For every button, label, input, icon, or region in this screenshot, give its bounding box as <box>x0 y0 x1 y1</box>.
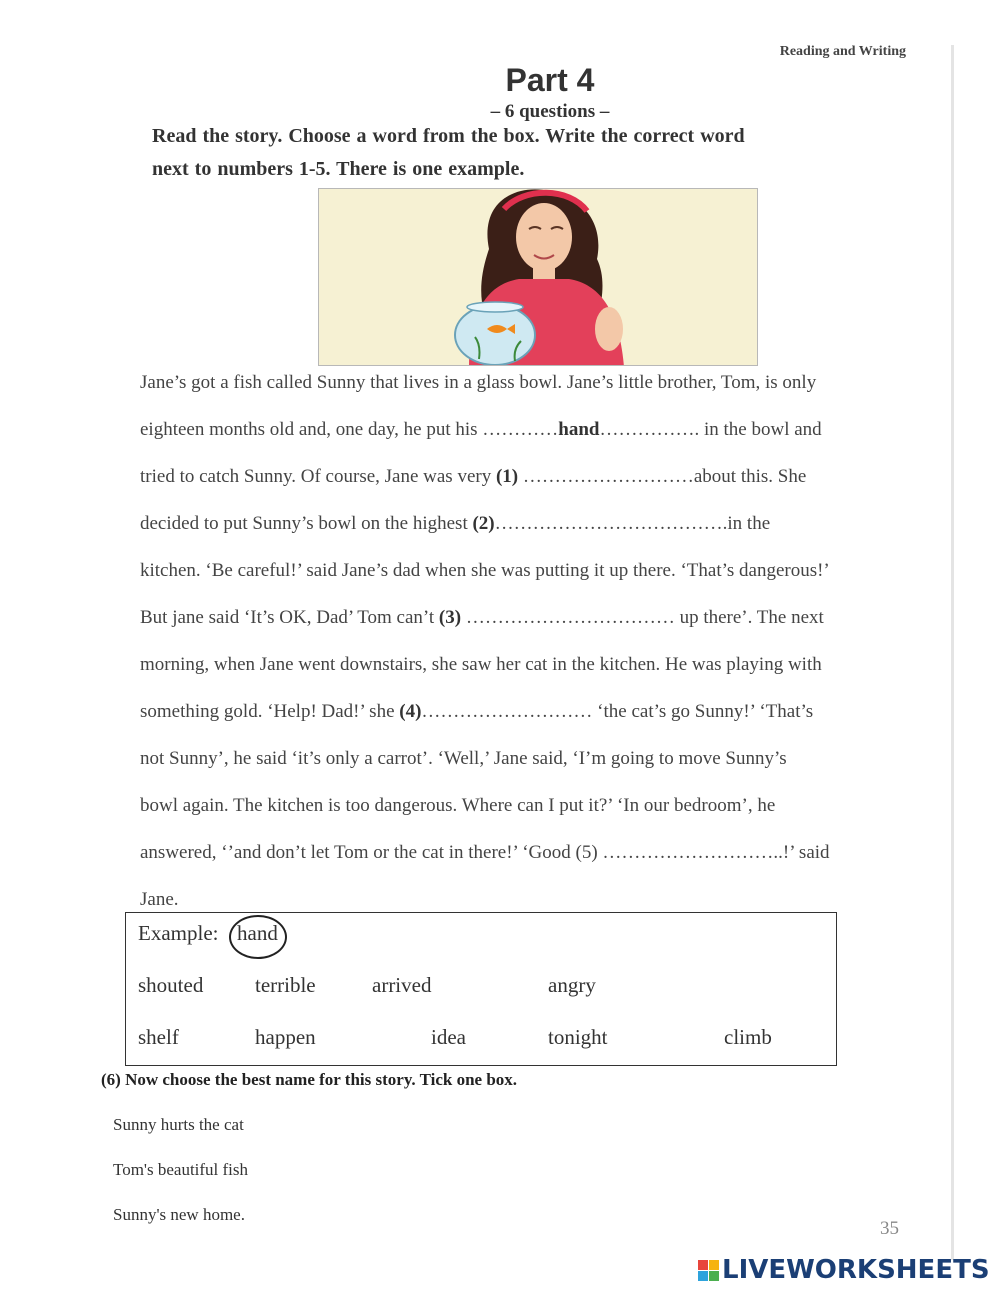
option-toms-beautiful-fish[interactable]: Tom's beautiful fish <box>113 1160 249 1179</box>
page-number: 35 <box>880 1218 899 1239</box>
word-tonight: tonight <box>548 1025 608 1049</box>
story-line-6: But jane said ‘It’s OK, Dad’ Tom can’t (3) …………………………… up there’. The next <box>140 607 824 628</box>
answer-blank-4[interactable]: ……………………… ‘the cat’s go Sunny!’ ‘That’s <box>421 701 814 722</box>
word-box <box>125 912 837 1066</box>
story-line-8: something gold. ‘Help! Dad!’ she (4)……………………… ‘the cat’s go Sunny!’ ‘That’s <box>140 701 814 722</box>
story-line-10: bowl again. The kitchen is too dangerous. Where can I put it?’ ‘In our bedroom’, he <box>140 795 776 816</box>
blank-label-1: (1) <box>495 466 519 487</box>
story-line-9: not Sunny’, he said ‘it’s only a carrot’. ‘Well,’ Jane said, ‘I’m going to move Sunny’s <box>140 748 787 769</box>
story-line-3: tried to catch Sunny. Of course, Jane was very (1) ………………………about this. She <box>140 466 807 487</box>
liveworksheets-logo-icon <box>698 1260 719 1281</box>
word-shouted: shouted <box>138 973 204 997</box>
example-word: hand <box>237 921 278 945</box>
example-label: Example: <box>138 921 219 945</box>
example-answer-hand: hand <box>558 419 600 440</box>
answer-blank-1[interactable]: ………………………about this. She <box>518 466 807 487</box>
story-line-7: morning, when Jane went downstairs, she saw her cat in the kitchen. He was playing with <box>140 654 822 675</box>
instruction-line-2: next to numbers 1-5. There is one example. <box>152 158 525 180</box>
word-arrived: arrived <box>372 973 432 997</box>
story-line-12: Jane. <box>140 889 179 910</box>
page-edge-rule <box>951 45 954 1260</box>
answer-blank-2[interactable]: ……………………………….in the <box>494 513 771 534</box>
word-terrible: terrible <box>255 973 316 997</box>
answer-blank-3[interactable]: …………………………… up there’. The next <box>461 607 824 628</box>
instruction-line-1: Read the story. Choose a word from the box. Write the correct word <box>152 125 745 147</box>
liveworksheets-logo <box>698 1253 990 1287</box>
girl-with-fishbowl-illustration <box>318 188 758 366</box>
example-circle-icon <box>229 915 287 959</box>
girl-with-fishbowl-image <box>319 189 758 366</box>
word-climb: climb <box>724 1025 772 1049</box>
answer-blank-5-line[interactable]: answered, ‘’and don’t let Tom or the cat in there!’ ‘Good (5) ………………………..!’ said <box>140 842 830 863</box>
blank-label-3: (3) <box>438 607 462 628</box>
word-angry: angry <box>548 973 596 997</box>
word-idea: idea <box>431 1025 466 1049</box>
brand-name: LIVEWORKSHEETS <box>722 1255 990 1285</box>
word-happen: happen <box>255 1025 316 1049</box>
story-line-1: Jane’s got a fish called Sunny that lives in a glass bowl. Jane’s little brother, Tom, is only <box>140 372 817 393</box>
story-line-2: eighteen months old and, one day, he put his …………hand……………. in the bowl and <box>140 419 822 440</box>
story-line-5: kitchen. ‘Be careful!’ said Jane’s dad when she was putting it up there. ‘That’s dangerous!’ <box>140 560 830 581</box>
word-shelf: shelf <box>138 1025 179 1049</box>
story-line-4: decided to put Sunny’s bowl on the highest (2)……………………………….in the <box>140 513 771 534</box>
page-subtitle: – 6 questions – <box>490 101 610 122</box>
blank-label-2: (2) <box>472 513 495 534</box>
option-sunny-hurts-the-cat[interactable]: Sunny hurts the cat <box>113 1115 244 1134</box>
page-title: Part 4 <box>505 62 595 98</box>
option-sunnys-new-home[interactable]: Sunny's new home. <box>113 1205 245 1224</box>
blank-label-4: (4) <box>399 701 422 722</box>
question-6-prompt: (6) Now choose the best name for this story. Tick one box. <box>101 1070 518 1089</box>
section-header: Reading and Writing <box>779 44 906 59</box>
